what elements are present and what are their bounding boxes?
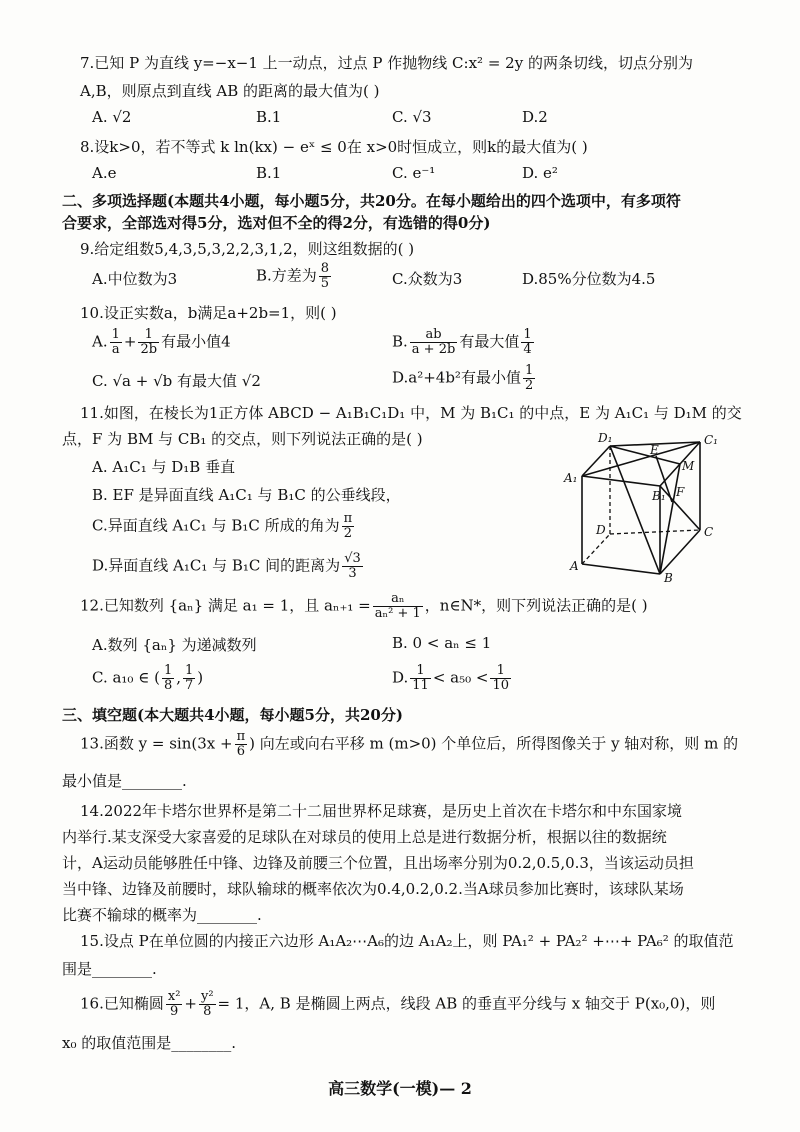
fraction (342, 552, 363, 581)
edge-a1-b1 (582, 476, 660, 486)
fraction-numerator: 1 (111, 327, 120, 342)
label-m: M (682, 459, 695, 473)
q14-line2: 内举行.某支深受大家喜爱的足球队在对球员的使用上总是进行数据分析，根据以往的数据统 (62, 828, 667, 846)
fraction (166, 990, 183, 1019)
stem-text: ) 向左或向右平移 m (m>0) 个单位后，所得图像关于 y 轴对称，则 m 的 (249, 734, 739, 753)
option-text: C. a₁₀ ∈ ( (92, 668, 160, 687)
q11-stem-line2: 点，F 为 BM 与 CB₁ 的交点，则下列说法正确的是( ) (62, 430, 423, 448)
fraction-numerator: aₙ (373, 592, 423, 607)
fraction (521, 328, 533, 357)
plus-sign: + (184, 994, 197, 1013)
q9-option-b (256, 262, 333, 291)
label-a: A (570, 559, 579, 573)
q11-option-b: B. EF 是异面直线 A₁C₁ 与 B₁C 的公垂线段， (92, 486, 401, 504)
fraction (138, 328, 159, 357)
option-label: D. (392, 668, 409, 687)
option-text: D.a²+4b²有最小值 (392, 368, 521, 387)
option-text: D.异面直线 A₁C₁ 与 B₁C 间的距离为 (92, 556, 341, 575)
option-label: A. (92, 332, 108, 351)
q9-option-c: C.众数为3 (392, 270, 463, 288)
fraction-numerator: x² (167, 989, 181, 1004)
q14-line1: 14.2022年卡塔尔世界杯是第二十二届世界杯足球赛，是历史上首次在卡塔尔和中东国家境 (80, 802, 683, 820)
q11-option-a: A. A₁C₁ 与 D₁B 垂直 (92, 458, 236, 476)
stem-text: ，n∈N*，则下列说法正确的是( ) (424, 596, 648, 615)
fraction-denominator: a + 2b (411, 342, 456, 357)
q14-line3: 计，A运动员能够胜任中锋、边锋及前腰三个位置，且出场率分别为0.2,0.5,0.3，当该运动员担 (62, 854, 694, 872)
fraction (410, 664, 431, 693)
fraction-numerator: √3 (344, 551, 361, 566)
stem-text: 12.已知数列 {aₙ} 满足 a₁ = 1，且 aₙ₊₁ = (80, 596, 371, 615)
q15-line1: 15.设点 P在单位圆的内接正六边形 A₁A₂⋯A₆的边 A₁A₂上，则 PA₁² + PA₂² +⋯+ PA₆² 的取值范 (80, 932, 734, 950)
option-text: < a₅₀ < (432, 668, 489, 687)
stem-text: 13.函数 y = sin(3x + (80, 734, 233, 753)
fraction-numerator: 1 (185, 663, 194, 678)
fraction-numerator: 1 (523, 327, 532, 342)
label-c1: C₁ (704, 433, 718, 447)
edge-a-b (582, 564, 660, 574)
q12-option-d (392, 664, 513, 693)
q10-option-a (92, 328, 231, 357)
option-text: 有最大值 (459, 332, 520, 351)
option-text: 有最小值4 (161, 332, 231, 351)
q9-option-a: A.中位数为3 (92, 270, 178, 288)
fraction-denominator: 2 (343, 526, 353, 541)
fraction-denominator: 9 (169, 1004, 179, 1019)
q10-option-c: C. √a + √b 有最大值 √2 (92, 372, 261, 390)
fraction (523, 364, 535, 393)
q11-stem-line1: 11.如图，在棱长为1正方体 ABCD − A₁B₁C₁D₁ 中，M 为 B₁C₁ 的中点，E 为 A₁C₁ 与 D₁M 的交 (80, 404, 742, 422)
section3-heading: 三、填空题(本大题共4小题，每小题5分，共20分) (62, 706, 403, 724)
q8-option-b: B.1 (256, 164, 282, 182)
fraction-denominator: 10 (492, 678, 510, 693)
line-b-m (660, 464, 680, 574)
line-d1-m (610, 446, 680, 464)
fraction (235, 730, 248, 759)
q8-option-c: C. e⁻¹ (392, 164, 436, 182)
fraction-denominator: 5 (320, 276, 330, 291)
fraction-denominator: 6 (236, 744, 245, 759)
q16-stem-line2: x₀ 的取值范围是________. (62, 1034, 237, 1052)
q9-option-d: D.85%分位数为4.5 (522, 270, 656, 288)
fraction-denominator: 4 (523, 342, 532, 357)
plus-sign: + (123, 332, 137, 351)
section2-heading-line1: 二、多项选择题(本题共4小题，每小题5分，共20分。在每小题给出的四个选项中，有多项符 (62, 192, 681, 210)
label-e: E (650, 443, 659, 457)
q13-stem-line2: 最小值是________. (62, 772, 187, 790)
q13-stem (80, 730, 738, 759)
label-d: D (596, 523, 606, 537)
q9-option-b-fraction (319, 262, 331, 291)
q7-option-d: D.2 (522, 108, 548, 126)
label-b1: B₁ (652, 489, 666, 503)
fraction-numerator: π (343, 511, 353, 526)
fraction (199, 990, 216, 1019)
hidden-edge-d-c (610, 530, 700, 534)
q11-option-c (92, 512, 356, 541)
fraction-denominator: 8 (203, 1004, 212, 1019)
fraction-denominator: aₙ² + 1 (374, 606, 421, 621)
fraction (373, 592, 423, 621)
fraction-denominator: 11 (412, 678, 429, 693)
q14-line4: 当中锋、边锋及前腰时，球队输球的概率依次为0.4,0.2,0.2.当A球员参加比赛时，该球队某场 (62, 880, 684, 898)
q7-option-c: C. √3 (392, 108, 432, 126)
fraction-numerator: π (236, 729, 246, 744)
fraction-numerator: 1 (138, 328, 159, 343)
label-f: F (676, 485, 685, 499)
q7-option-a: A. √2 (92, 108, 132, 126)
fraction (490, 664, 511, 693)
fraction-denominator: a (111, 342, 120, 357)
comma: , (176, 668, 182, 687)
line-d1-b (610, 446, 660, 574)
fraction-denominator: 8 (163, 678, 173, 693)
option-label: B. (392, 332, 408, 351)
label-d1: D₁ (598, 431, 613, 445)
section2-heading-line2: 合要求，全部选对得5分，选对但不全的得2分，有选错的得0分) (62, 214, 491, 232)
q8-option-d: D. e² (522, 164, 558, 182)
q7-option-b: B.1 (256, 108, 282, 126)
fraction-denominator: 2b (140, 342, 158, 357)
q12-stem (80, 592, 648, 621)
q12-option-a: A.数列 {aₙ} 为递减数列 (92, 636, 257, 654)
q15-line2: 围是________. (62, 960, 157, 978)
fraction-numerator: 1 (163, 663, 173, 678)
q11-option-d (92, 552, 365, 581)
fraction-numerator: y² (200, 989, 214, 1004)
fraction (183, 664, 195, 693)
option-text: C.异面直线 A₁C₁ 与 B₁C 所成的角为 (92, 516, 340, 535)
fraction (162, 664, 174, 693)
stem-text: 16.已知椭圆 (80, 994, 164, 1013)
q9-option-b-text: B.方差为 (256, 266, 317, 285)
page-footer: 高三数学(一模)— 2 (328, 1079, 472, 1098)
q14-line5: 比赛不输球的概率为________. (62, 906, 262, 924)
q8-option-a: A.e (92, 164, 117, 182)
q12-option-b: B. 0 < aₙ ≤ 1 (392, 634, 492, 652)
cube-figure (560, 430, 730, 590)
fraction (110, 328, 122, 357)
q8-stem: 8.设k>0，若不等式 k ln(kx) − eˣ ≤ 0在 x>0时恒成立，则k的最大值为( ) (80, 138, 588, 156)
fraction (342, 512, 355, 541)
q7-stem-line1: 7.已知 P 为直线 y=−x−1 上一动点，过点 P 作抛物线 C:x² = 2y 的两条切线，切点分别为 (80, 54, 693, 72)
fraction-numerator: 1 (524, 363, 534, 378)
fraction-numerator: 1 (490, 664, 511, 679)
fraction-numerator: 8 (320, 261, 330, 276)
label-c: C (704, 525, 714, 539)
fraction-numerator: ab (410, 328, 458, 343)
label-b: B (664, 571, 673, 585)
fraction (410, 328, 458, 357)
fraction-numerator: 1 (410, 664, 431, 679)
q16-stem (80, 990, 715, 1019)
q10-option-b (392, 328, 536, 357)
stem-text: = 1，A, B 是椭圆上两点，线段 AB 的垂直平分线与 x 轴交于 P(x₀,0)，则 (217, 994, 716, 1013)
q10-stem: 10.设正实数a，b满足a+2b=1，则( ) (80, 304, 337, 322)
paren: ) (197, 668, 204, 687)
q7-stem-line2: A,B，则原点到直线 AB 的距离的最大值为( ) (80, 82, 380, 100)
hidden-edge-a-d (582, 534, 610, 564)
fraction-denominator: 2 (524, 378, 534, 393)
q9-stem: 9.给定组数5,4,3,5,3,2,2,3,1,2，则这组数据的( ) (80, 240, 415, 258)
fraction-denominator: 7 (185, 678, 194, 693)
label-a1: A₁ (564, 471, 578, 485)
fraction-denominator: 3 (348, 566, 357, 581)
q12-option-c (92, 664, 203, 693)
q10-option-d (392, 364, 537, 393)
